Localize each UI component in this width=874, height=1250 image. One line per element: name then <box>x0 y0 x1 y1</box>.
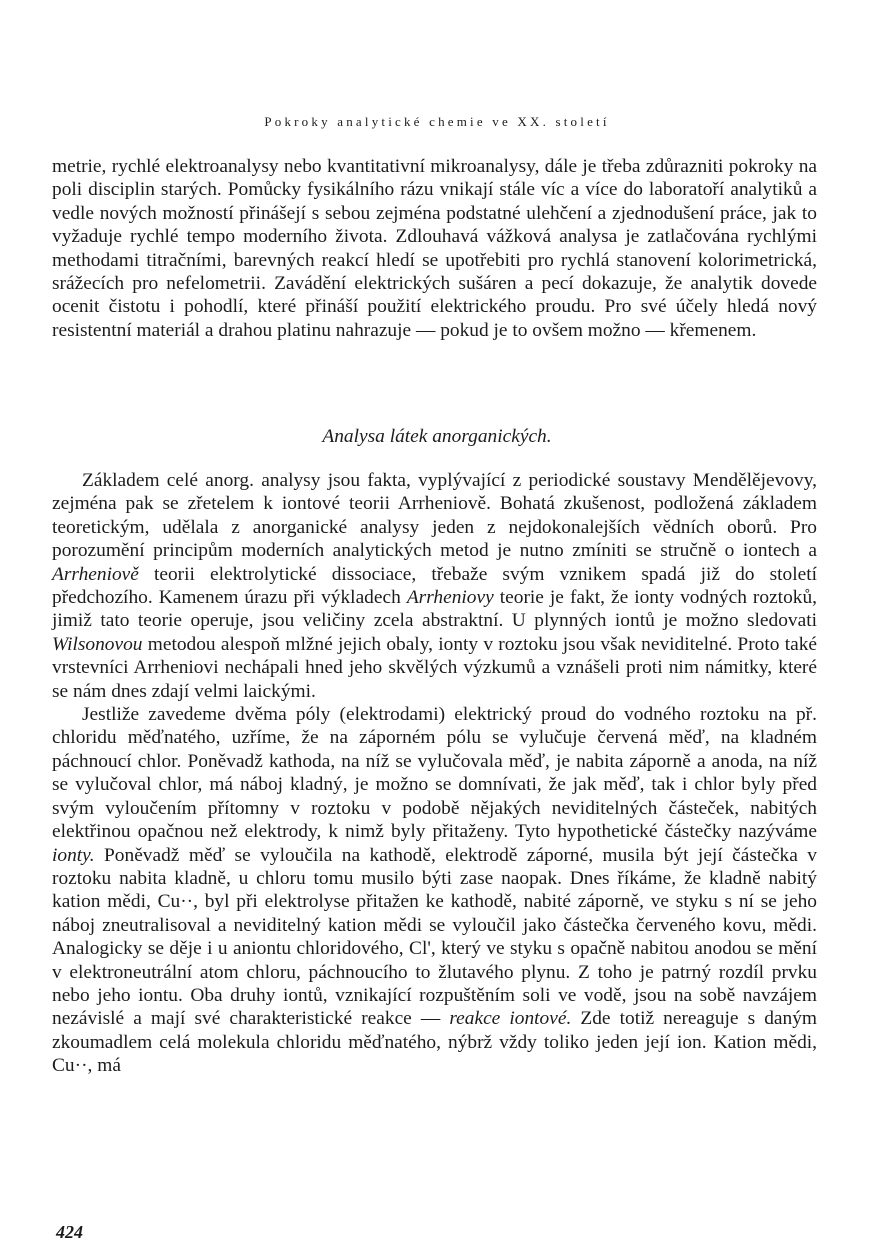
italic-term-reakce-iontove: reakce iontové. <box>449 1008 572 1030</box>
paragraph-electrolysis <box>52 703 817 1078</box>
page-number: 424 <box>56 1222 83 1242</box>
italic-name-arrheniove: Arrheniově <box>52 563 139 585</box>
paragraph-continuation: metrie, rychlé elektroanalysy nebo kvantitativní mikroanalysy, dále je třeba zdůrazniti pokroky na poli disciplin starých. Pomůcky fysikálního rázu vnikají stále víc a více do laboratoří analytiků a vedle nových možností přinášejí s sebou zejména podstatné ulehčení a zjednodušení práce, jak to vyžaduje rychlé tempo moderního života. Zdlouhavá vážková analysa je zatlačována rychlými methodami titračními, barevných reakcí hledí se upotřebiti pro rychlá stanovení kolorimetrická, srážecích pro nefelometrii. Zavádění elektrických sušáren a pecí dokazuje, že analytik dovede ocenit čistotu i pohodlí, které přináší použití elektrického proudu. Pro své účely hledá nový resistentní materiál a drahou platinu nahrazuje — pokud je to ovšem možno — křemenem. <box>52 156 817 341</box>
italic-name-arrheniovy: Arrheniovy <box>406 587 494 609</box>
text-run: teorii elektrolytické dissociace, třebaže svým vznikem spadá již do století předchozího. Kamenem úrazu při výkladech <box>52 563 817 609</box>
text-run: Základem celé anorg. analysy jsou fakta, vyplývající z periodické soustavy Mendělějevovy, zejména pak se zřetelem k iontové teorii Arrheniově. Bohatá zkušenost, podložená základem teoretickým, udělala z anorganické analysy jeden z nejdokonalejších vědních oborů. Pro porozumění principům moderních analytických metod je nutno zmíniti se stručně o iontech a <box>52 470 817 562</box>
text-run: teorie je fakt, že ionty vodných roztoků, jimiž tato teorie operuje, jsou veličiny zcela abstraktní. U plynných iontů je možno sledovati <box>52 587 818 632</box>
section-title: Analysa látek anorganických. <box>322 426 552 447</box>
text-run: Zde totiž nereaguje s daným zkoumadlem celá molekula chloridu měďnatého, nýbrž vždy toliko jeden její ion. Kation mědi, Cu··, má <box>52 1008 817 1077</box>
text-run: Poněvadž měď se vyloučila na kathodě, elektrodě záporné, musila být její částečka v roztoku nabita kladně, u chloru tomu musilo býti zase naopak. Dnes říkáme, že kladně nabitý kation mědi, Cu··, byl při elektrolyse přitažen ke kathodě, nabité záporně, ve styku s ní se jeho náboj zneutralisoval a neviditelný kation mědi se vyloučil jako částečka červeného kovu, mědi. Analogicky se děje i u aniontu chloridového, Cl', který ve styku s opačně nabitou anodou se mění v elektroneutrální atom chloru, páchnoucího to žlutavého plynu. Z toho je patrný rozdíl prvku nebo jeho iontu. Oba druhy iontů, vznikající rozpuštěním soli ve vodě, jsou na sobě navzájem nezávislé a mají své charakteristické reakce — <box>52 844 817 1030</box>
paragraph-intro <box>52 469 817 703</box>
italic-term-ionty: ionty. <box>52 844 95 866</box>
text-run: metodou alespoň mlžné jejich obaly, ionty v roztoku jsou však neviditelné. Proto také vrstevníci Arrheniovi nechápali hned jeho skvělých výzkumů a vznášeli proti nim námitky, které se nám dnes zdají velmi laickými. <box>52 633 817 702</box>
running-head: Pokroky analytické chemie ve XX. století <box>264 114 610 129</box>
text-run: Jestliže zavedeme dvěma póly (elektrodami) elektrický proud do vodného roztoku na př. chloridu měďnatého, uzříme, že na záporném pólu se vylučuje červená měď, na kladném páchnoucí chlor. Poněvadž kathoda, na níž se vylučovala měď, je nabita záporně a anoda, na níž se vylučoval chlor, má náboj kladný, je možno se domnívati, že jak měď, tak i chlor byly před svým vyloučením přítomny v roztoku v podobě nějakých neviditelných částeček, nabitých elektřinou opačnou než elektrody, k nimž byly přitaženy. Tyto hypothetické částečky nazýváme <box>52 704 817 843</box>
text-block-top <box>52 155 817 342</box>
text-block-main <box>52 469 817 1078</box>
italic-name-wilsonovou: Wilsonovou <box>52 633 143 655</box>
